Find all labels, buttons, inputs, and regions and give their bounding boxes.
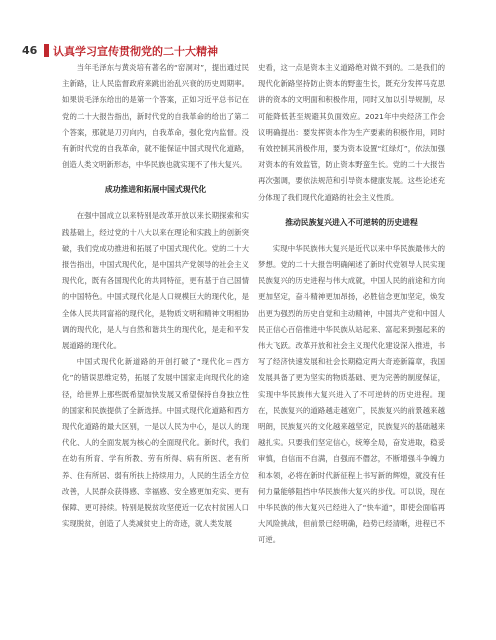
section-heading: 成功推进和拓展中国式现代化 — [104, 185, 207, 195]
right-text-column — [258, 60, 445, 549]
paragraph: 中国式现代化新道路的开创打破了“现代化＝西方化”的错误思维定势，拓展了发展中国家走向现代化的途径，给世界上那些既希望加快发展又希望保持自身独立性的国家和民族提供了全新选择。中国式现代化道路和西方现代化道路的最大区别，一是以人民为中心，是以人的现代化、人的全面发展为核心的全面现代化。新时代，我们在幼有所育、学有所教、劳有所得、病有所医、老有所养、住有所居、弱有所扶上持续用力，人民的生活全方位改善，人民群众获得感、幸福感、安全感更加充实、更有保障、更可持续。特别是脱贫攻坚使近一亿农村贫困人口实现脱贫，创造了人类减贫史上的奇迹，就人类发展 — [62, 357, 249, 529]
paragraph: 在强中国成立以来特别是改革开放以来长期探索和实践基础上，经过党的十八大以来在理论和实践上的创新突破，我们党成功推进和拓展了中国式现代化。党的二十大报告指出，中国式现代化，是中国共产党领导的社会主义现代化，既有各国现代化的共同特征，更有基于自己国情的中国特色。中国式现代化是人口规模巨大的现代化，是全体人民共同富裕的现代化，是物质文明和精神文明相协调的现代化，是人与自然和谐共生的现代化，是走和平发展道路的现代化。 — [62, 211, 249, 351]
section-heading: 推动民族复兴进入不可逆转的历史进程 — [285, 217, 418, 227]
left-text-column — [62, 60, 249, 532]
running-title: 认真学习宣传贯彻党的二十大精神 — [53, 45, 218, 58]
paragraph: 当年毛泽东与黄炎培有著名的“窑洞对”，提出通过民主新路，让人民监督政府来跳出治乱兴衰的历史周期率。如果说毛泽东给出的是第一个答案，正如习近平总书记在党的二十大报告指出，新时代党的自我革命的给出了第二个答案，那就是刀刃向内，自我革命，强化党内监督。没有新时代党的自我革命，就不能保证中国式现代化道路，创造人类文明新形态，中华民族也就实现不了伟大复兴。 — [62, 63, 249, 170]
paragraph: 实现中华民族伟大复兴是近代以来中华民族最伟大的梦想。党的二十大报告明确阐述了新时代党领导人民实现民族复兴的历史进程与伟大成就，中国人民的前途和方向更加坚定，奋斗精神更加昂扬，必胜信念更加坚定，焕发出更为强烈的历史自觉和主动精神，中国共产党和中国人民正信心百倍推进中华民族从站起来、富起来到强起来的伟大飞跃。改革开放和社会主义现代化建设深入推进，书写了经济快速发展和社会长期稳定两大奇迹新篇章，我国发展具备了更为坚实的物质基础、更为完善的制度保证，实现中华民族伟大复兴进入了不可逆转的历史进程。现在，民族复兴的道路越走越宽广，民族复兴的前景越来越明朗，民族复兴的文化越来越坚定，民族复兴的基础越来越扎实。只要我们坚定信心，统筹全局，奋发进取，稳妥审慎，自信而不自满，自强而不僭忿，不断增强斗争魄力和本领，必将在新时代新征程上书写新的辉煌，就没有任何力量能够阻挡中华民族伟大复兴的步伐。可以说，现在中华民族的伟大复兴已经进入了“快车道”，即使会面临再大风险挑战，但前景已经明确，趋势已经清晰，进程已不可逆。 — [258, 243, 445, 545]
paragraph: 史看，这一点是资本主义道路绝对做不到的。二是我们的现代化新路坚持防止资本的野蛮生长，既充分发挥马克思讲的资本的文明面和积极作用，同时又加以引导规制，尽可能降低甚至规避其负面效应。2021年中央经济工作会议明确提出：要发挥资本作为生产要素的积极作用，同时有效控制其消极作用，要为资本设置“红绿灯”，依法加强对资本的有效监管，防止资本野蛮生长。党的二十大报告再次强调，要依法规范和引导资本健康发展。这些论述充分体现了我们现代化道路的社会主义性质。 — [258, 63, 445, 202]
page-number: 46 — [22, 44, 38, 57]
header-accent-bar — [44, 44, 49, 57]
